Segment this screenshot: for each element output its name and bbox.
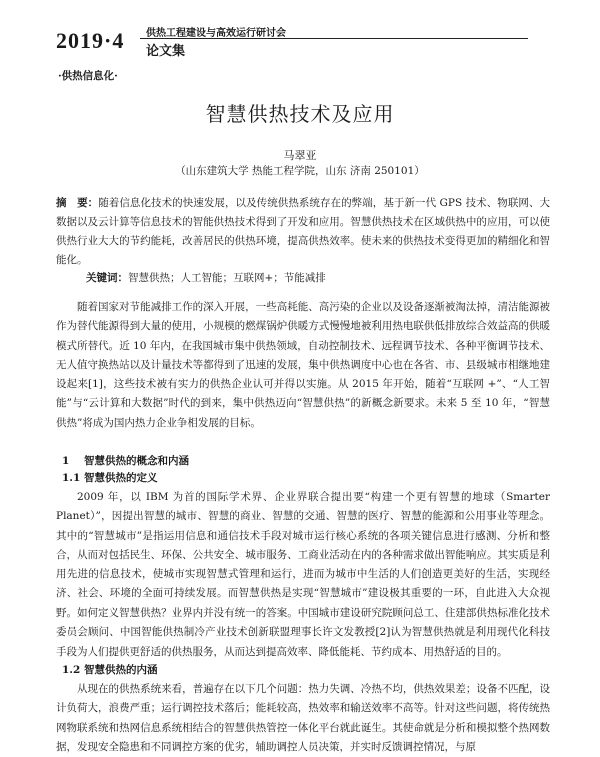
section-number: 1 — [62, 455, 70, 467]
paragraph-1-1-question: 如何定义智慧供热？业界内并没有统一的答案。中国城市建设研究院顾问总工、住建部供热标准化技术委员会顾问、中国智能供热制冷产业技术创新联盟理事长许文发教授[2]认为智慧供热就是利用现代化科技手段为人们提供更舒适的供热服务，从而达到提高效率、降低能耗、节约成本、用热舒适的目的。 — [56, 607, 550, 658]
section-title: 智慧供热的内涵 — [84, 664, 158, 676]
collection-label: 论文集 — [146, 44, 186, 59]
section-heading-1 — [62, 453, 189, 468]
section-number: 1.2 — [62, 664, 81, 676]
keywords-label: 关键词： — [86, 272, 128, 284]
paragraph-1-1-definition: 2009 年，以 IBM 为首的国际学术界、企业界联合提出要“构建一个更有智慧的地球（Smarter Planet）”，因提出智慧的城市、智慧的商业、智慧的交通、智慧的医疗、智慧的能源和公用事业等理念。其中的“智慧城市”是指运用信息和通信技术手段对城市运行核心系统的各项关键信息进行感测、分析和整合，从而对包括民生、环保、公共安全、城市服务、工商业活动在内的各种需求做出智能响应。其实质是利用先进的信息技术，使城市实现智慧式管理和运行，进而为城市中生活的人们创造更美好的生活，实现经济、社会、环境的全面可持续发展。而智慧供热是实现“智慧城市”建设极其重要的一环，自此进入大众视野。 — [56, 491, 550, 619]
conference-name: 供热工程建设与高效运行研讨会 — [146, 28, 286, 39]
section-tag: ·供热信息化· — [58, 70, 118, 82]
section-title: 智慧供热的定义 — [84, 472, 158, 484]
section-heading-1-2 — [62, 662, 158, 677]
intro-paragraph: 随着国家对节能减排工作的深入开展，一些高耗能、高污染的企业以及设备逐渐被淘汰掉，清洁能源被作为替代能源得到大量的使用，小规模的燃煤锅炉供暖方式慢慢地被利用热电联供低排放综合效益高的供暖模式所替代。近 10 年内，在我国城市集中供热领域，自动控制技术、远程调节技术、各种平衡调节技术、无人值守换热站以及计量技术等都得到了迅速的发展，集中供热调度中心也在各省、市、县级城市相继地建设起来[1]，这些技术被有实力的供热企业认可并得以实施。从 2015 年开始，随着“互联网 +”、“人工智能”与“云计算和大数据”时代的到来，集中供热迈向“智慧供热”的新概念新要求。未来 5 至 10 年，“智慧供热”将成为国内热力企业争相发展的目标。 — [56, 301, 550, 429]
keywords — [86, 270, 326, 285]
section-title: 智慧供热的概念和内涵 — [84, 455, 189, 467]
keywords-text: 智慧供热；人工智能；互联网+；节能减排 — [128, 272, 326, 284]
abstract — [56, 194, 550, 270]
journal-issue: 2019·4 — [56, 28, 125, 53]
author-affiliation: （山东建筑大学 热能工程学院，山东 济南 250101） — [175, 165, 425, 177]
author-name: 马翠亚 — [283, 149, 317, 162]
header-divider — [140, 38, 528, 39]
section-number: 1.1 — [62, 472, 81, 484]
paragraph-1-2-connotation: 从现在的供热系统来看，普遍存在以下几个问题：热力失调、冷热不均，供热效果差；设备不匹配，设计负荷大，浪费严重；运行调控技术落后；能耗较高，热效率和输送效率不高等。针对这些问题，将传统热网物联系统和热网信息系统相结合的智慧供热管控一体化平台就此诞生。其使命就是分析和模拟整个热网数据，发现安全隐患和不同调控方案的优劣，辅助调控人员决策，并实时反馈调控情况，与原 — [56, 683, 550, 753]
abstract-label: 摘 要： — [56, 197, 99, 209]
paper-title: 智慧供热技术及应用 — [205, 102, 395, 126]
abstract-text: 随着信息化技术的快速发展，以及传统供热系统存在的弊端，基于新一代 GPS 技术、物联网、大数据以及云计算等信息技术的智能供热技术得到了开发和应用。智慧供热技术在区域供热中的应用，可以使供热行业大大的节约能耗，改善居民的供热环境，提高供热效率。使未来的供热技术变得更加的精细化和智能化。 — [56, 197, 551, 266]
section-heading-1-1 — [62, 470, 158, 485]
